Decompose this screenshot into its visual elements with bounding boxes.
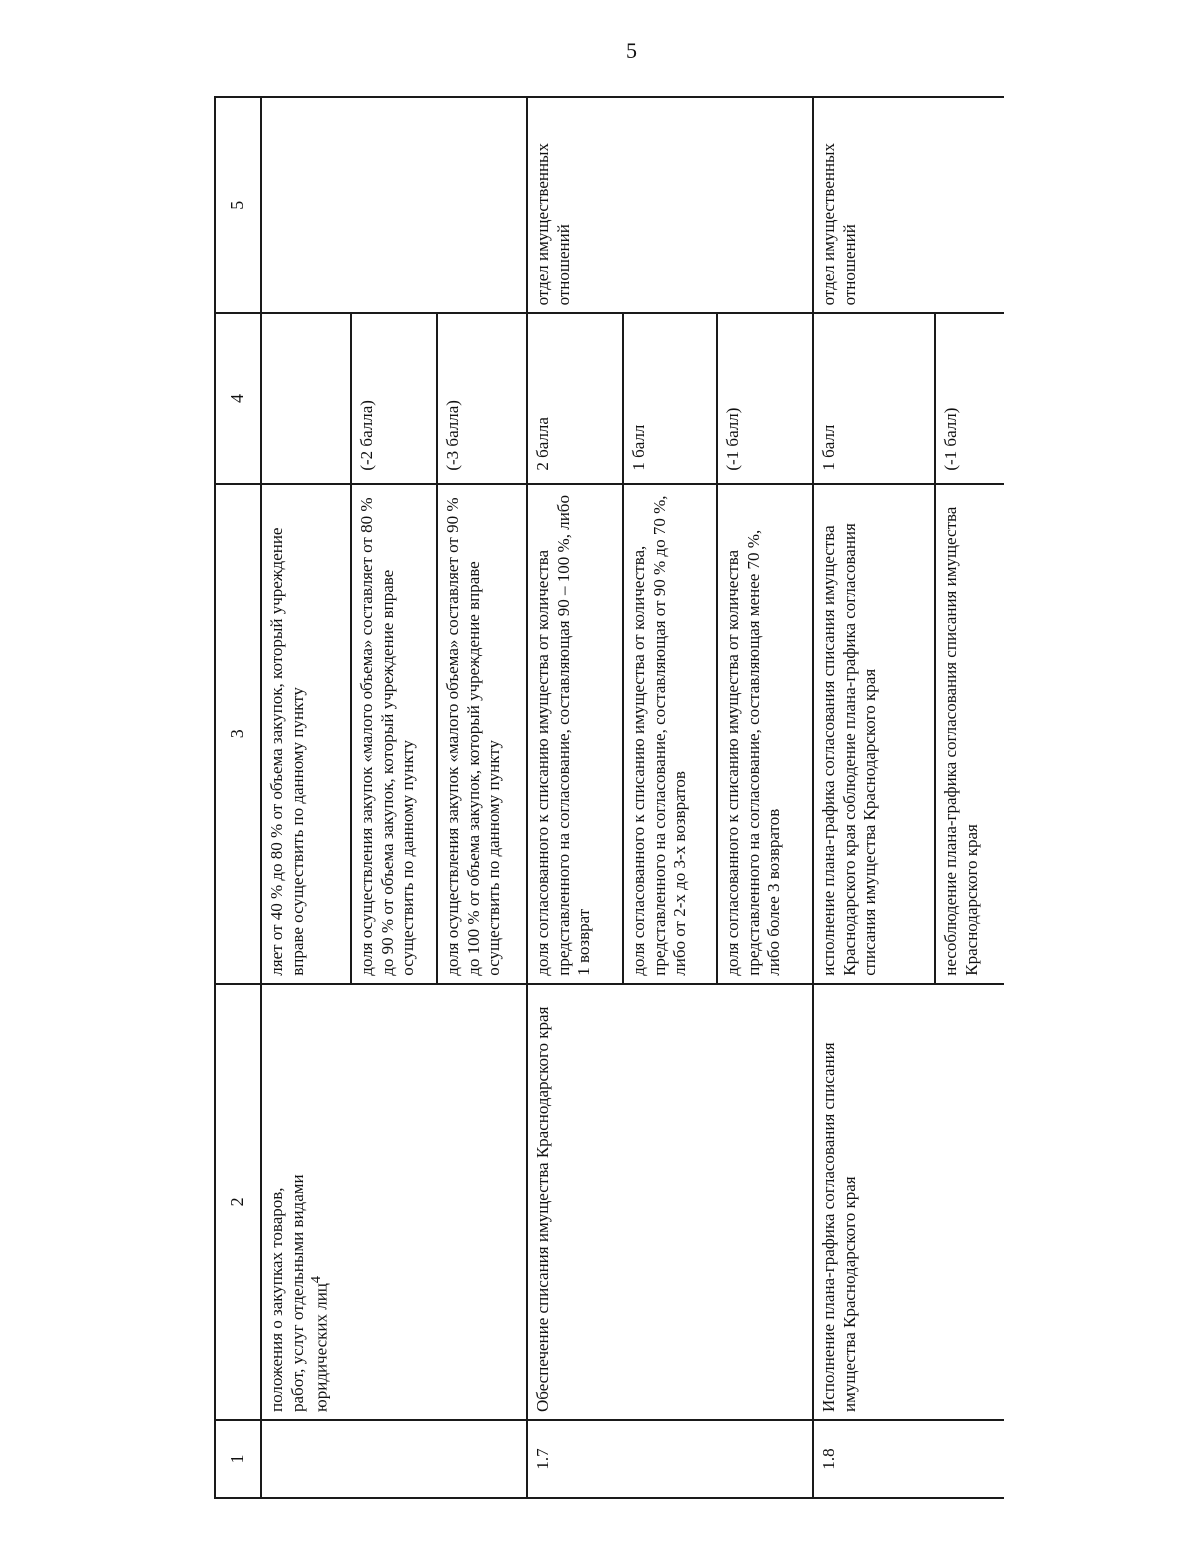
criterion-cell: несоблюдение плана-графика согласования списания имущества Краснодарского края bbox=[935, 484, 1004, 984]
criterion-cell: доля осуществления закупок «малого объема» составляет от 90 % до 100 % от объема закупок, который учреждение вправе осуществить по данному пункту bbox=[437, 484, 527, 984]
column-header-3: 3 bbox=[215, 484, 261, 984]
column-header-4: 4 bbox=[215, 313, 261, 483]
score-cell: 1 балл bbox=[813, 313, 935, 483]
row-number bbox=[261, 1420, 527, 1498]
row-number: 1.8 bbox=[813, 1420, 1004, 1498]
table-row bbox=[527, 97, 623, 1498]
indicator-name bbox=[261, 984, 527, 1420]
criterion-cell: доля согласованного к списанию имущества от количества представленного на согласование, составляющая 90 – 100 %, либо 1 возврат bbox=[527, 484, 623, 984]
score-cell bbox=[261, 313, 351, 483]
score-cell: (-1 балл) bbox=[935, 313, 1004, 483]
criteria-table bbox=[214, 96, 1004, 1499]
column-header-2: 2 bbox=[215, 984, 261, 1420]
score-cell: 1 балл bbox=[623, 313, 717, 483]
indicator-name: Исполнение плана-графика согласования списания имущества Краснодарского края bbox=[813, 984, 1004, 1420]
page-number: 5 bbox=[626, 38, 637, 63]
score-cell: (-3 балла) bbox=[437, 313, 527, 483]
column-header-1: 1 bbox=[215, 1420, 261, 1498]
table-row bbox=[813, 97, 935, 1498]
criterion-cell: доля согласованного к списанию имущества от количества представленного на согласование, составляющая менее 70 %, либо более 3 возвратов bbox=[717, 484, 813, 984]
criterion-cell: ляет от 40 % до 80 % от объема закупок, который учреждение вправе осуществить по данному пункту bbox=[261, 484, 351, 984]
table-row bbox=[261, 97, 351, 1498]
header-row bbox=[215, 97, 261, 1498]
indicator-name-line: положения о закупках товаров, bbox=[267, 1187, 286, 1412]
criterion-cell: доля согласованного к списанию имущества от количества, представленного на согласование, составляющая от 90 % до 70 %, либо от 2-х до 3-х возвратов bbox=[623, 484, 717, 984]
criterion-cell: исполнение плана-графика согласования списания имущества Краснодарского края соблюдение плана-графика согласования списания имущества Краснодарского края bbox=[813, 484, 935, 984]
department-cell: отдел имущественных отношений bbox=[813, 97, 1004, 313]
column-header-5: 5 bbox=[215, 97, 261, 313]
indicator-name: Обеспечение списания имущества Краснодарского края bbox=[527, 984, 813, 1420]
indicator-name-line: юридических лиц bbox=[312, 1283, 332, 1412]
score-cell: (-1 балл) bbox=[717, 313, 813, 483]
criterion-cell: доля осуществления закупок «малого объема» составляет от 80 % до 90 % от объема закупок, который учреждение вправе осуществить по данному пункту bbox=[351, 484, 437, 984]
row-number: 1.7 bbox=[527, 1420, 813, 1498]
score-cell: 2 балла bbox=[527, 313, 623, 483]
rotated-table-frame bbox=[214, 96, 1004, 1499]
footnote-marker: 4 bbox=[308, 1276, 325, 1284]
indicator-name-line: работ, услуг отдельными видами bbox=[287, 1174, 307, 1412]
score-cell: (-2 балла) bbox=[351, 313, 437, 483]
department-cell bbox=[261, 97, 527, 313]
department-cell: отдел имущественных отношений bbox=[527, 97, 813, 313]
